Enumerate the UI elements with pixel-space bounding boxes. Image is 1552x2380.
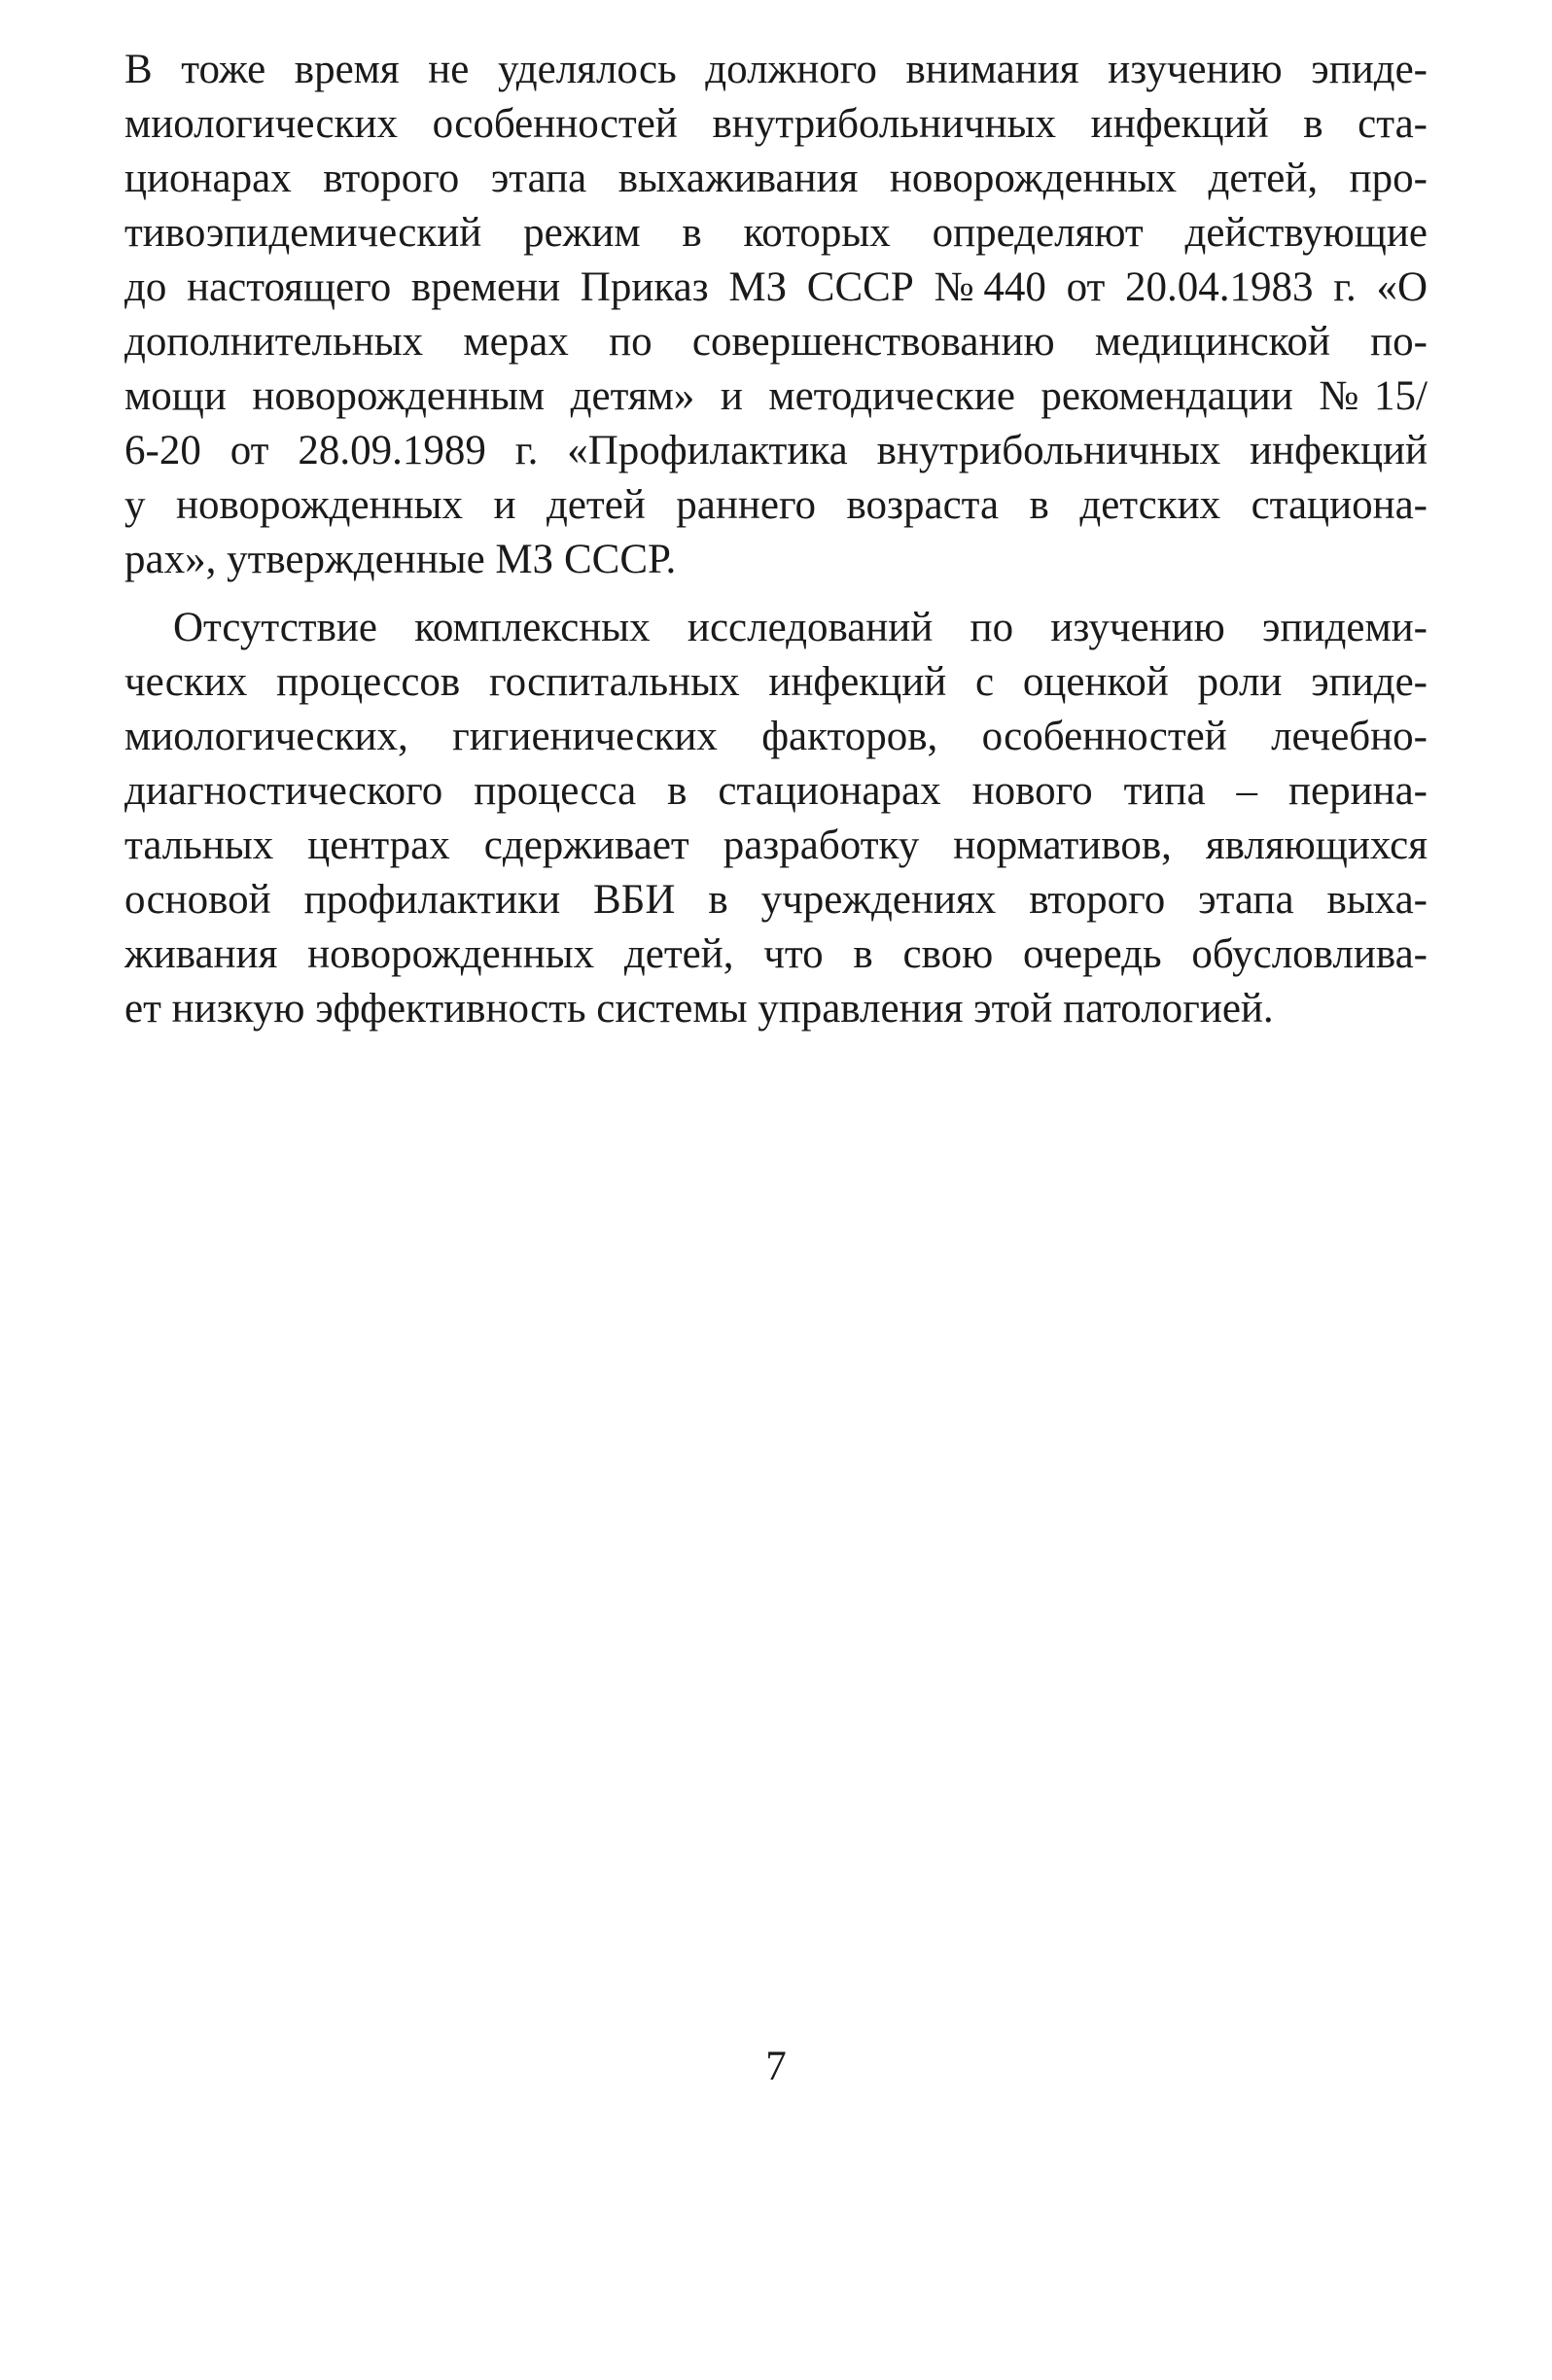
text-line: рах», утвержденные МЗ СССР. (124, 537, 677, 582)
text-line: Отсутствие комплексных исследований по изучению эпидеми- (173, 605, 1428, 650)
text-line: диагностического процесса в стационарах нового типа – перина- (124, 768, 1428, 814)
text-line: до настоящего времени Приказ МЗ СССР №440 от 20.04.1983 г. «О (124, 264, 1428, 310)
text-line: миологических особенностей внутрибольничных инфекций в ста- (124, 101, 1428, 147)
text-line: тивоэпидемический режим в которых определяют действующие (124, 210, 1428, 256)
text-line: миологических, гигиенических факторов, особенностей лечебно- (124, 714, 1428, 759)
text-line: дополнительных мерах по совершенствованию медицинской по- (124, 319, 1428, 365)
text-line: ческих процессов госпитальных инфекций с оценкой роли эпиде- (124, 659, 1428, 705)
paragraph-2 (124, 601, 1428, 1036)
text-line: основой профилактики ВБИ в учреждениях второго этапа выха- (124, 877, 1428, 923)
text-line: В тоже время не уделялось должного внимания изучению эпиде- (124, 47, 1428, 92)
paragraph-spacer (124, 587, 1428, 601)
paragraph-1 (124, 43, 1428, 587)
text-line: 6-20 от 28.09.1989 г. «Профилактика внутрибольничных инфекций (124, 428, 1428, 473)
text-line: живания новорожденных детей, что в свою очередь обусловлива- (124, 931, 1428, 977)
page-body (124, 43, 1428, 1036)
text-line: у новорожденных и детей раннего возраста в детских стациона- (124, 482, 1428, 528)
text-line: тальных центрах сдерживает разработку нормативов, являющихся (124, 822, 1428, 868)
page-number: 7 (765, 2044, 787, 2089)
text-line: ет низкую эффективность системы управления этой патологией. (124, 986, 1274, 1032)
text-line: мощи новорожденным детям» и методические рекомендации №15/ (124, 373, 1428, 419)
text-line: ционарах второго этапа выхаживания новорожденных детей, про- (124, 156, 1428, 201)
